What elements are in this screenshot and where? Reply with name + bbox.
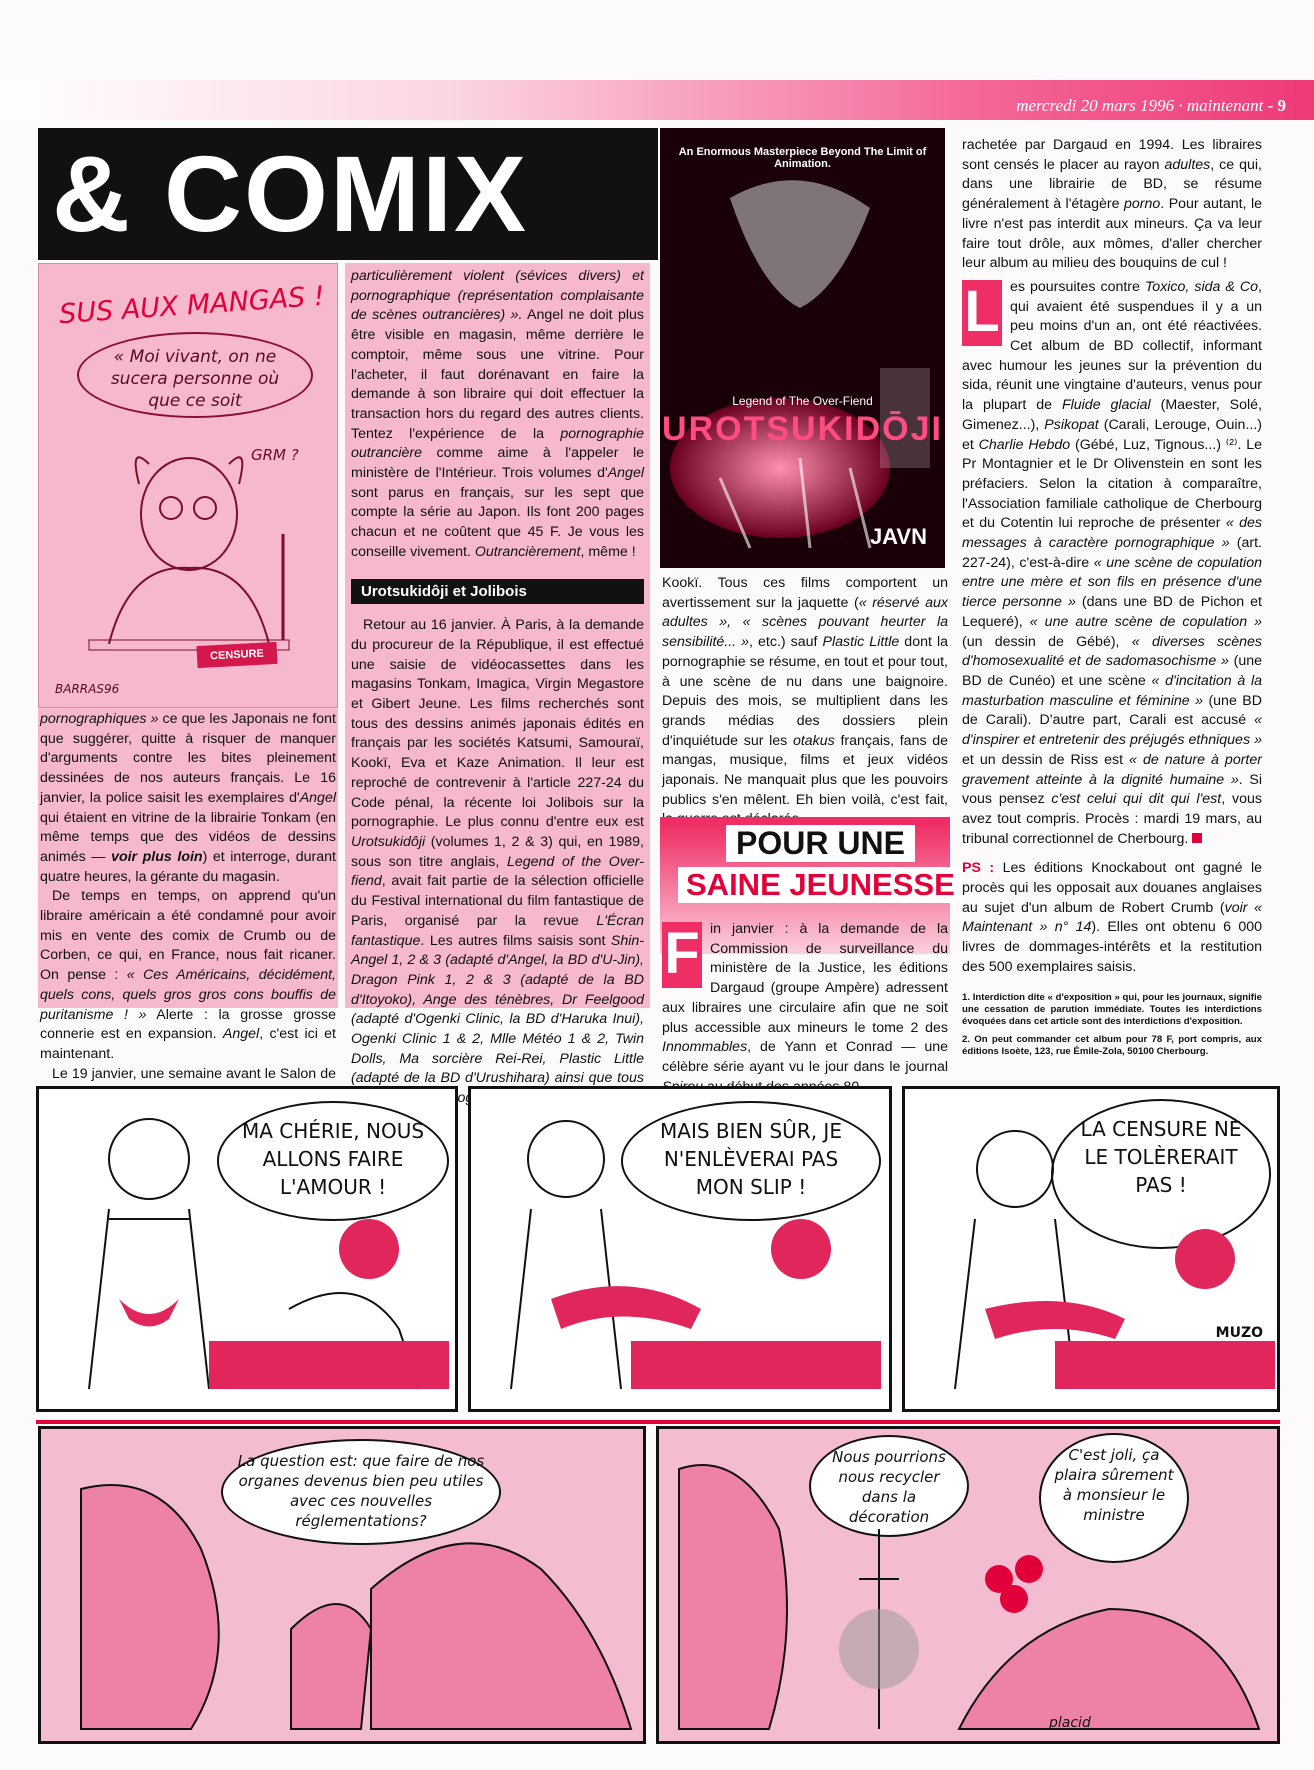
strip2-bubble-2a: Nous pourrions nous recycler dans la décoration (809, 1435, 969, 1537)
page-number: 9 (1277, 96, 1286, 115)
cartoon-signature: BARRAS96 (55, 682, 120, 696)
drop-cap-f: F (662, 922, 702, 988)
folio: mercredi 20 mars 1996 · maintenant - 9 (1016, 96, 1286, 115)
poster-legend: Legend of The Over-Fiend (732, 394, 873, 408)
strip1-floor-2 (631, 1341, 881, 1389)
strip1-bubble-3: LA CENSURE NE LE TOLÈRERAIT PAS ! (1051, 1099, 1271, 1249)
strip1-bubble-1: MA CHÉRIE, NOUS ALLONS FAIRE L'AMOUR ! (217, 1101, 449, 1221)
cartoon-speech: « Moi vivant, on ne sucera personne où que ce soit (77, 332, 313, 418)
strip-separator (36, 1420, 1280, 1424)
strip2-drawing-1 (41, 1429, 643, 1741)
strip1-panel-3 (902, 1086, 1280, 1412)
section-title: & COMIX (38, 128, 658, 260)
flower-bouquet (985, 1555, 1043, 1613)
column-center-article: F in janvier : à la demande de la Commission de surveillance du ministère de la Justice, les éditions Dargaud (groupe Ampère) adressent aux libraires une circulaire afin que ne soit plus accessible aux mineurs le tome 2 des Innommables, de Yann et Conrad — une célèbre série ayant vu le jour dans le journal (662, 921, 948, 1075)
censor-drawing (69, 444, 309, 664)
poster-name: UROTSUKIDŌJI (662, 410, 943, 448)
cartoon-grunt: GRM ? (251, 446, 299, 464)
cartoon-censor (38, 263, 338, 708)
subhead-urotsukidoji: Urotsukidôji et Jolibois (351, 579, 644, 605)
ps-label: PS : (962, 860, 995, 877)
strip2-bubble-2b: C'est joli, ça plaira sûrement à monsieur le ministre (1039, 1433, 1189, 1563)
strip2-panel-1 (38, 1426, 646, 1744)
strip1-bubble-2: MAIS BIEN SÛR, JE N'ENLÈVERAI PAS MON SLIP ! (621, 1101, 881, 1221)
poster-tagline: An Enormous Masterpiece Beyond The Limit of Animation. (678, 146, 927, 170)
strip2-bubble-1: La question est: que faire de nos organes devenus bien peu utiles avec ces nouvelles réglementations? (221, 1439, 501, 1545)
strip2-drawing-2 (659, 1429, 1277, 1741)
strip1-panel-2 (468, 1086, 892, 1412)
placid-signature: placid (1049, 1715, 1091, 1731)
footnotes (962, 992, 1262, 1058)
poster-art (660, 168, 945, 568)
javn-logo: JAVN (869, 524, 927, 549)
footnote-1: 1. Interdiction dite « d'exposition » qui, pour les journaux, signifie une cessation de parution immédiate. Toutes les interdictions évoquées dans cet article sont des interdictions d'exposition. (962, 991, 1262, 1027)
column-left: pornographiques » ce que les Japonais ne font que suggérer, quitte à risquer de manquer d'arguments contre les bites pleinement dessinées de nos auteurs français. Le 16 janvier, la police saisit les exemplaires d'Angel qui étaient en vitrine de la librairie Tonkam (en même temps que des vidéos de dessins animés — voir plus loin) et interroge, durant quatre heures, la gérante du magasin. De temps en temps, on apprend qu'un libraire américain a été condamné pour avoir mis en vente des comix de Crumb ou de Corben, ce qui, en France, nous fait ricaner. On pense : « Ces Américains, décidément, quels cons, quels gros gros cons bouffis de puritanisme ! » Alerte : la grosse grosse connerie est en expansion. Angel, c'est ici et maintenant. Le 19 janvier, une semaine avant le Salon de (38, 708, 338, 1008)
strip1-floor-1 (209, 1341, 449, 1389)
footnote-2: 2. On peut commander cet album pour 78 F, port compris, aux éditions Isoète, 123, rue Émile-Zola, 50100 Cherbourg. (962, 1033, 1262, 1057)
cartoon-caption: SUS AUX MANGAS ! (58, 280, 326, 331)
column-center: Kookï. Tous ces films comportent un avertissement sur la jaquette (« réservé aux adultes », « scènes pouvant heurter la sensibilité... », etc.) sauf Plastic Little dont la pornographie se résume, en tout et pour tout, à une scène de nu dans une baignoire. Depuis des mois, se multiplient dans les grands médias des dossiers plein d'inquiétude sur les otakus français, fans de mangas, musique, films et jeux vidéos japonais. Ne manquait plus que les pouvoirs publics s'en mêlent. Eh bien voilà, c'est fait, (662, 575, 949, 808)
headline-saine-jeunesse: SAINE JEUNESSE (678, 867, 963, 903)
strip1-floor-3 (1055, 1341, 1275, 1389)
column-right: rachetée par Dargaud en 1994. Les libraires sont censés le placer au rayon adultes, ce qui, dans une librairie de BD, se résume généralement à l'étagère porno. Pour autant, le livre n'est pas interdit aux mineurs. Ça va leur faire tout drôle, aux mômes, d'aller chercher leur album au milieu des bouquins de cul ! L es poursuites contre Toxico, sida & Co, qui avaient été suspendues il y a un peu moins d'un an, ont été réactivées. Cet album de BD collectif, informant avec humour les jeunes sur la prévention du sida, réunit une vingtaine d'auteurs, venus pour la plupart de Fluide glacial (Maester, Solé, Gimenez...), Psikopat (Carali, Lerouge, Ouin...) et Charlie Hebdo (Gébé, Luz, Tignous...) ⁽²⁾. Le Pr Montagnier et le Dr Olivenstein en sont les préfaciers. Selon la citation à comparaître, l'Association familiale catholique de Cherbourg et du Cotentin lui reproche de présenter « des messages à caractère pornographique » (art. 227-24), c'est-à-dire « une scène de copulation entre une mère et son fils en présence d'une tierce personne » (dans une BD de Pichon et Lequeré), « une autre scène de copulation » (un dessin de Gébé), « diverses scènes d'homosexualité et de sadomasochisme » (une BD de Cunéo) et une scène « d'incitation à la masturbation masculine et féminine » (une BD de Carali). D'autre part, Carali est accusé « d'inspirer et entretenir des préjugés ethniques » et un dessin de Riss est « de nature à porter gravement atteinte à la dignité humaine ». Si vous pensez c'est celui qui dit qui l'est, vous avez tout compris. Procès : mardi 19 mars, au tribunal correctionnel de Cherbourg. PS : Les éditions Knockabout ont gagné le procès qui les opposait aux douanes anglaises au sujet d'un album de Robert Crumb (voir « Maintenant » n° 14). Elles ont obtenu 6 000 livres de dommages-intérêts et la restitution des 500 exemplaires saisis. 1. Interdiction dite « d'exposition » qui, pour les journaux, signifie une cessation de parution immédiate. Toutes les interdictions évoquées dans cet article sont des interdictions d'exposition. 2. On peut commander cet album pour 78 F, port compris, aux éditions Isoète, 123, rue Émile-Zola, 50100 Cherbourg. (962, 137, 1263, 1057)
muzo-signature: MUZO (1215, 1325, 1263, 1341)
urotsukidoji-poster (660, 128, 945, 568)
censure-sign: CENSURE (196, 642, 277, 668)
column-middle: particulièrement violent (sévices divers) et pornographique (représentation complaisante de scènes outrancières) ». Angel ne doit plus être visible en magasin, même derrière le comptoir, même sous une vitrine. Pour l'acheter, il faut dorénavant en faire la demande à son libraire qui doit effectuer la transaction hors du regard des autres clients. Tentez l'expérience de la pornographie outrancière comme aime à l'appeler le ministère de l'Intérieur. Trois volumes d'Angel sont parus en français, sur les sept que compte la série au Japon. Ils font 200 pages chacun et ne coûtent que 45 F. Je vous les conseille vivement. Outrancièrement, même ! Urotsukidôji et Jolibois Retour au 16 janvier. À Paris, à la demande du procureur de la République, il est effectué une saisie de vidéocassettes dans les magasins Tonkam, Imagica, Virgin Megastore et Gibert Jeune. Les films recherchés sont tous des dessins animés japonais édités en français par les sociétés Katsumi, Samouraï, Kookï, Eva et Kaze Animation. Il leur est reproché de contrevenir à l'article 227-24 du Code pénal, la récente loi Jolibois sur la pornographie. Le plus connu d'entre eux est Urotsukidôji (volumes 1, 2 & 3) qui, en 1989, sous son titre anglais, Legend of the Over-fiend, avait fait partie de la sélection officielle du Festival international du film fantastique de Paris, organisé par la revue L'Écran fantastique. Les autres films saisis sont Shin-Angel 1, 2 & 3 (adapté d'Angel, la BD d'U-Jin), Dragon Pink 1, 2 & 3 (adapté de la BD d'Itoyoko), Ange des ténèbres, Dr Feelgood (adapté d'Ogenki Clinic, la BD d'Haruka Inui), Ogenki Clinic 1 & 2, Mlle Météo 1 & 2, Twin Dolls, Ma sorcière Rei-Rei, Plastic Little (adapté de la BD d'Urushihara) ainsi que tous catalogue (345, 263, 650, 1008)
strip1-panel-1 (36, 1086, 458, 1412)
drop-cap-l: L (962, 280, 1002, 346)
strip2-panel-2 (656, 1426, 1280, 1744)
end-mark (1192, 833, 1202, 843)
headline-pour-une: POUR UNE (726, 825, 915, 862)
